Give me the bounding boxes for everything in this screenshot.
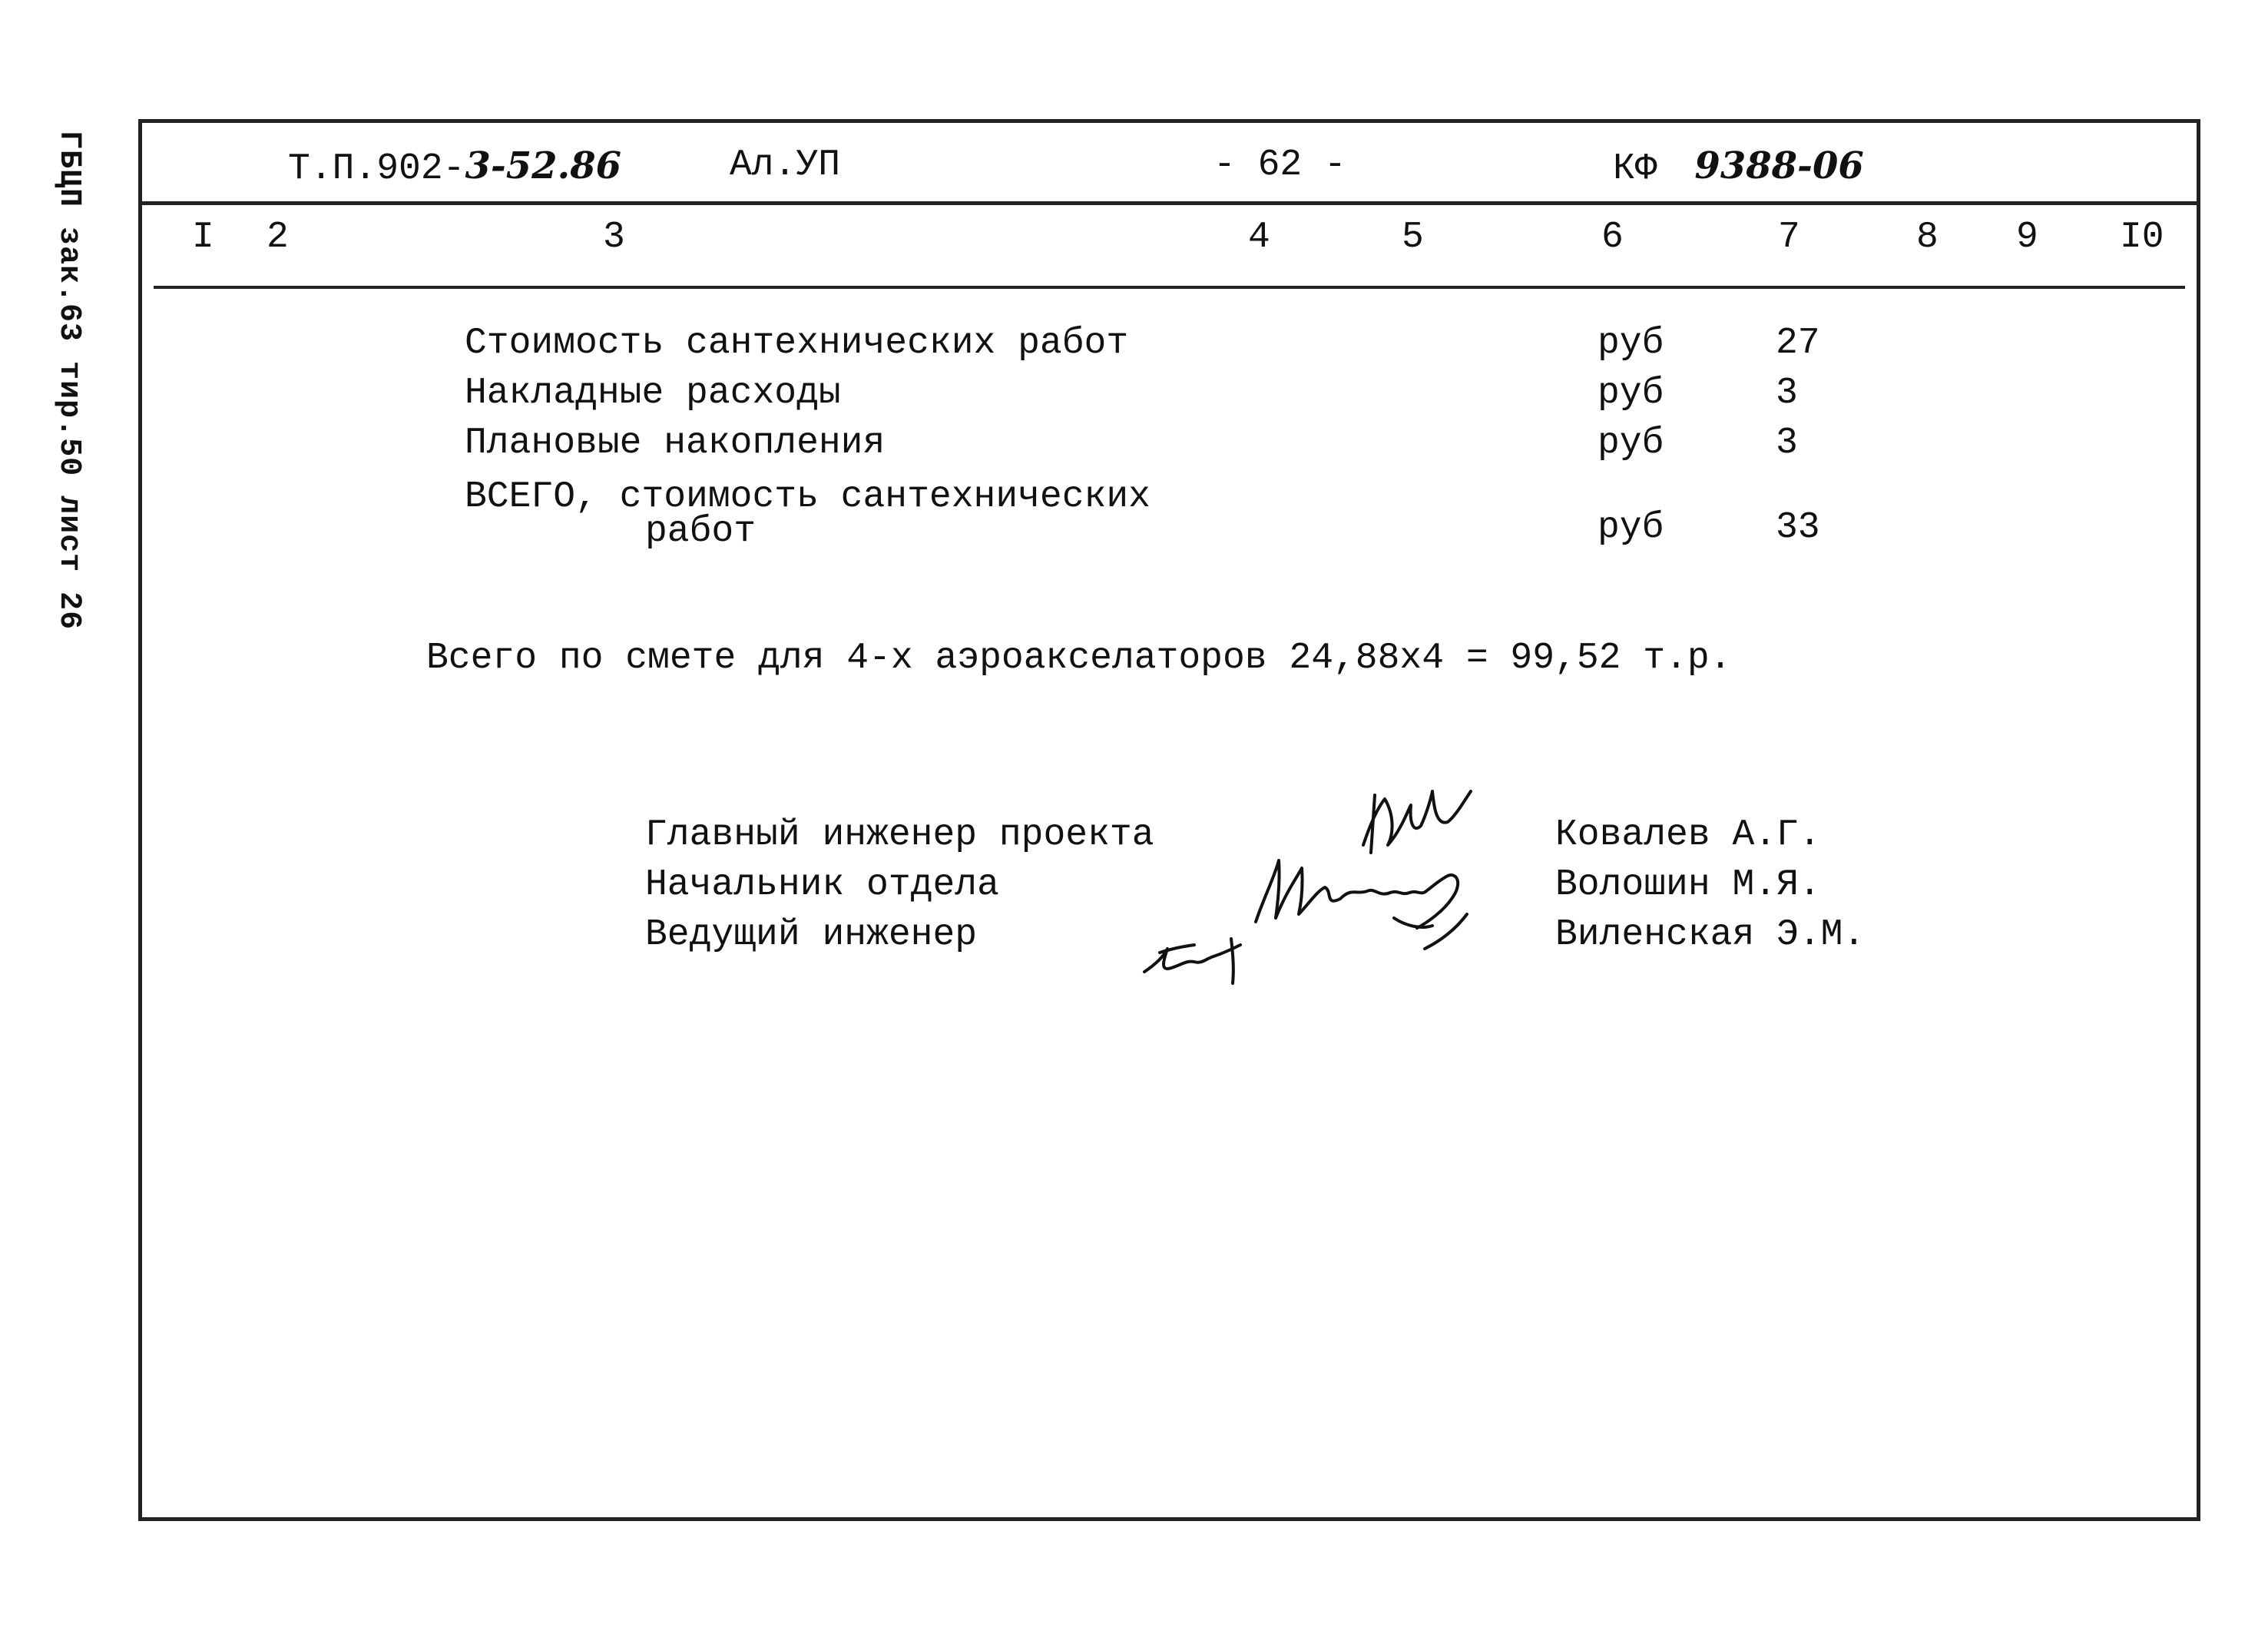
row-label: ВСЕГО, стоимость сантехнических [465,476,1151,518]
row-value: 33 [1776,507,1820,549]
column-number: 7 [1778,217,1800,258]
row-value: 3 [1776,373,1798,414]
column-number: 2 [267,217,289,258]
signatory-title: Ведущий инженер [645,914,978,956]
column-number: 6 [1601,217,1624,258]
signatory-name: Виленская Э.М. [1555,914,1866,956]
signatory-name: Ковалев А.Г. [1555,814,1821,856]
column-number: 5 [1402,217,1424,258]
page-number: - 62 - [1213,144,1346,186]
row-value: 3 [1776,423,1798,464]
doc-code-handwritten: 9388-06 [1694,144,1864,187]
column-number: 4 [1248,217,1270,258]
handwritten-signatures [1141,761,1571,1006]
signatory-name: Волошин М.Я. [1555,864,1821,906]
signatory-title: Главный инженер проекта [645,814,1154,856]
row-value: 27 [1776,323,1820,364]
column-number: 3 [603,217,625,258]
project-code-printed: Т.П.902- [288,148,465,190]
row-label: Накладные расходы [465,373,841,414]
column-divider [154,286,2185,289]
row-unit: руб [1598,373,1664,414]
row-unit: руб [1598,423,1664,464]
project-code [288,144,621,190]
column-number: 8 [1916,217,1939,258]
column-number: 9 [2016,217,2038,258]
signatory-title: Начальник отдела [645,864,999,906]
album-label: Ал.УП [730,144,841,186]
row-unit: руб [1598,323,1664,364]
row-label: Плановые накопления [465,423,886,464]
document-sheet [138,119,2200,1521]
doc-code [1613,144,1864,190]
margin-stamp: ГБЦП зак.63 тир.50 лист 26 [51,131,86,631]
project-code-handwritten: 3-52.86 [465,144,622,187]
column-number: I0 [2120,217,2164,258]
doc-code-prefix: КФ [1613,148,1657,190]
estimate-total: Всего по смете для 4-х аэроакселаторов 24,88х4 = 99,52 т.р. [426,638,1732,679]
header-divider [142,201,2197,205]
row-label: Стоимость сантехнических работ [465,323,1129,364]
row-unit: руб [1598,507,1664,549]
column-number: I [192,217,214,258]
row-label-continuation: работ [645,511,757,552]
